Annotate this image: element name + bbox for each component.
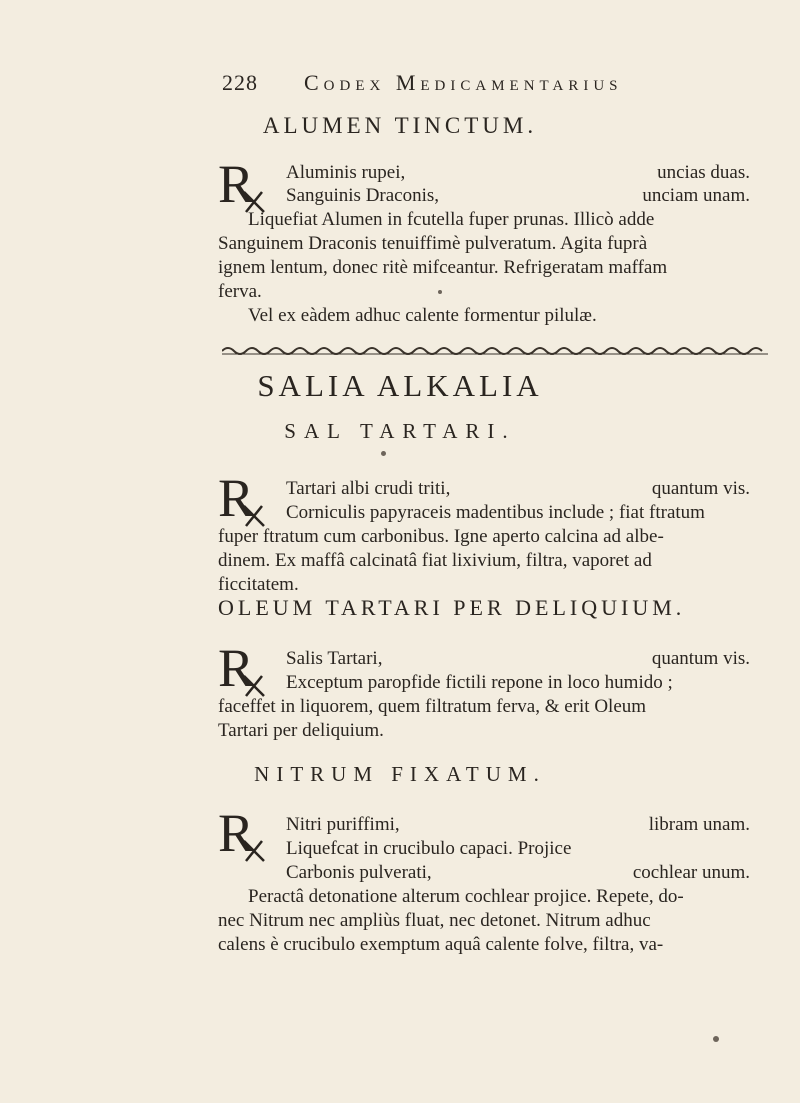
body-text-line: Sanguinem Draconis tenuiffimè pulveratum. Agita fuprà xyxy=(218,233,648,254)
body-text-line: calens è crucibulo exemptum aquâ calente folve, filtra, va- xyxy=(218,934,664,955)
svg-text:R: R xyxy=(218,468,255,528)
recipe-symbol-icon xyxy=(218,805,280,863)
page-header xyxy=(222,70,642,100)
body-text-line: ignem lentum, donec ritè mifceantur. Refrigeratam maffam xyxy=(218,257,668,278)
svg-text:R: R xyxy=(218,154,255,214)
decorative-border-ornament xyxy=(222,345,768,357)
body-text-line: dinem. Ex maffâ calcinatâ fiat lixivium, filtra, vaporet ad xyxy=(218,550,652,571)
svg-text:R: R xyxy=(218,638,255,698)
section-subtitle-sal-tartari: SAL TARTARI. xyxy=(284,419,516,443)
body-text-line: Liquefiat Alumen in fcutella fuper prunas. Illicò adde xyxy=(248,209,655,230)
body-text-line: ficcitatem. xyxy=(218,574,299,595)
ingredient-amount: quantum vis. xyxy=(651,478,750,499)
ingredient-name: Tartari albi crudi triti, xyxy=(286,478,451,499)
ingredient-name: Salis Tartari, xyxy=(286,648,383,669)
body-text-line: faceffet in liquorem, quem filtratum ferva, & erit Oleum xyxy=(218,696,647,717)
ingredient-name: Nitri puriffimi, xyxy=(286,814,400,835)
ingredient-name: Aluminis rupei, xyxy=(286,162,406,183)
ink-dot xyxy=(381,451,386,456)
ingredient-name: Sanguinis Draconis, xyxy=(286,185,440,206)
body-text-line: ferva. xyxy=(218,281,262,302)
ink-dot xyxy=(438,290,442,294)
body-text-line: Tartari per deliquium. xyxy=(218,720,384,741)
body-text-line: Exceptum paropfide fictili repone in loco humido ; xyxy=(286,672,673,693)
body-text-line: Corniculis papyraceis madentibus include ; fiat ftratum xyxy=(286,502,705,523)
recipe-symbol-icon xyxy=(218,640,280,698)
section-title-salia-alkalia: SALIA ALKALIA xyxy=(257,368,543,403)
section-title-oleum-tartari: OLEUM TARTARI PER DELIQUIUM. xyxy=(218,595,686,620)
body-text-line: Vel ex eàdem adhuc calente formentur pilulæ. xyxy=(248,305,597,326)
body-text-line: fuper ftratum cum carbonibus. Igne aperto calcina ad albe- xyxy=(218,526,664,547)
page-number: 228 xyxy=(222,70,258,95)
body-text-line: nec Nitrum nec ampliùs fluat, nec detonet. Nitrum adhuc xyxy=(218,910,651,931)
body-text-line: Peractâ detonatione alterum cochlear projice. Repete, do- xyxy=(248,886,684,907)
ingredient-amount: cochlear unum. xyxy=(632,862,750,883)
ingredient-amount: libram unam. xyxy=(648,814,750,835)
section-title-nitrum-fixatum: NITRUM FIXATUM. xyxy=(254,762,546,786)
recipe-symbol-icon xyxy=(218,470,280,528)
running-title: Codex Medicamentarius xyxy=(304,70,623,95)
ingredient-amount: quantum vis. xyxy=(651,648,750,669)
ingredient-amount: unciam unam. xyxy=(642,185,750,206)
ingredient-amount: uncias duas. xyxy=(657,162,750,183)
body-text-line: Liquefcat in crucibulo capaci. Projice xyxy=(286,838,572,859)
ingredient-name: Carbonis pulverati, xyxy=(286,862,432,883)
recipe-symbol-icon xyxy=(218,156,280,214)
section-title-alumen: ALUMEN TINCTUM. xyxy=(262,113,538,138)
svg-text:R: R xyxy=(218,803,255,863)
ink-dot xyxy=(713,1036,719,1042)
